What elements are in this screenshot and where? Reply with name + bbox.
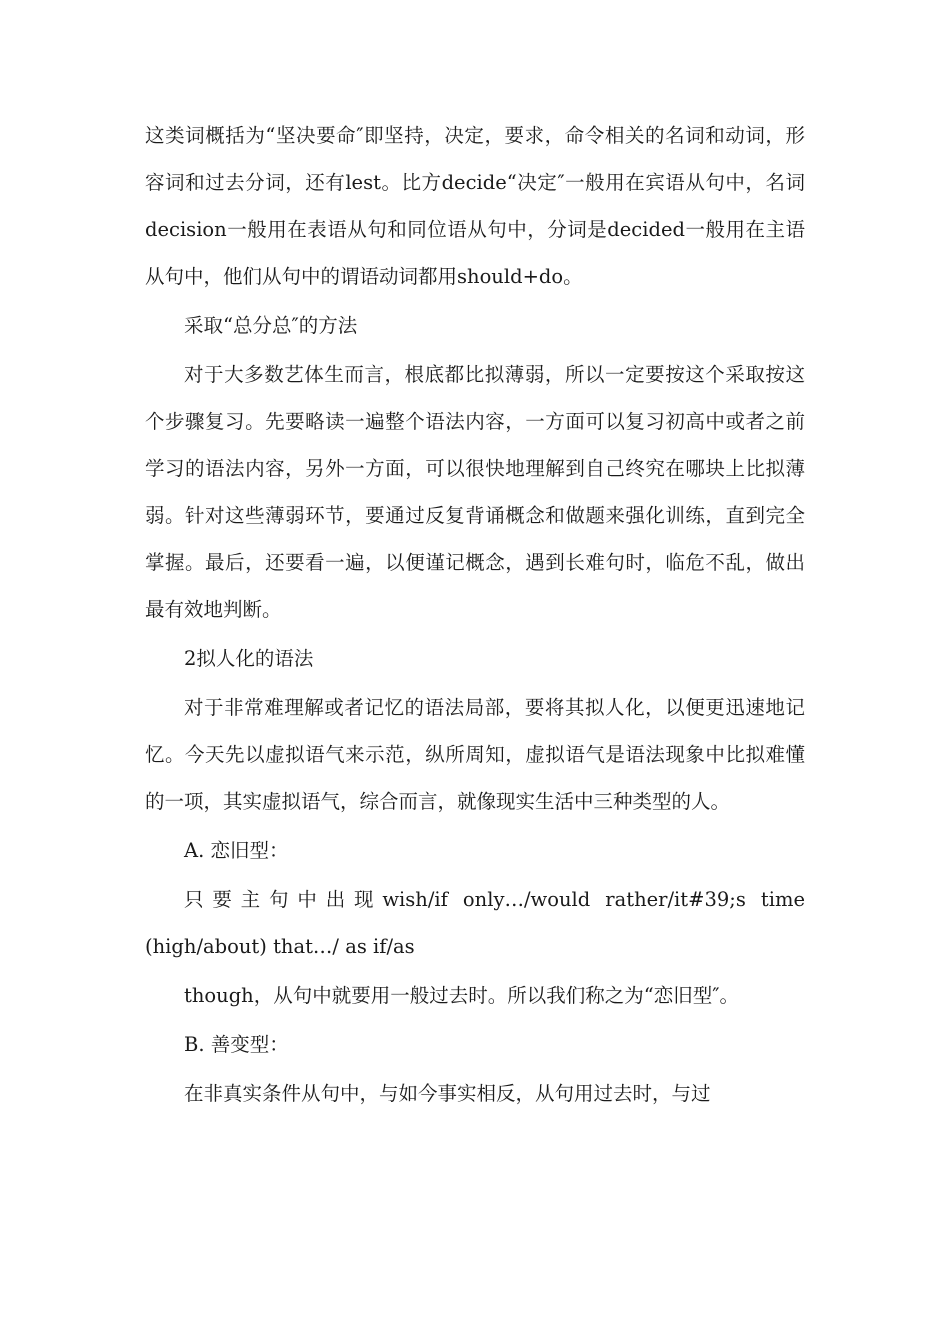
paragraph-4-heading: 2拟人化的语法 (184, 647, 314, 670)
paragraph-7: 只要主句中出现wish/if only…/would rather/it#39;s time (high/about) that…/ as if/as (145, 888, 805, 958)
paragraph-9-heading: B. 善变型： (184, 1033, 289, 1056)
paragraph-8: though，从句中就要用一般过去时。所以我们称之为“恋旧型″。 (184, 984, 739, 1007)
paragraph-1: 这类词概括为“坚决要命″即坚持，决定，要求，命令相关的名词和动词，形容词和过去分词，还有lest。比方decide“决定″一般用在宾语从句中，名词decision一般用在表语从句和同位语从句中，分词是decided一般用在主语从句中，他们从句中的谓语动词都用should+do。 (145, 124, 805, 288)
paragraph-2-heading: 采取“总分总″的方法 (184, 314, 358, 337)
paragraph-6-heading: A. 恋旧型： (184, 839, 289, 862)
paragraph-3: 对于大多数艺体生而言，根底都比拟薄弱，所以一定要按这个采取按这个步骤复习。先要略读一遍整个语法内容，一方面可以复习初高中或者之前学习的语法内容，另外一方面，可以很快地理解到自己终究在哪块上比拟薄弱。针对这些薄弱环节，要通过反复背诵概念和做题来强化训练，直到完全掌握。最后，还要看一遍，以便谨记概念，遇到长难句时，临危不乱，做出最有效地判断。 (145, 363, 805, 621)
paragraph-5: 对于非常难理解或者记忆的语法局部，要将其拟人化，以便更迅速地记忆。今天先以虚拟语气来示范，纵所周知，虚拟语气是语法现象中比拟难懂的一项，其实虚拟语气，综合而言，就像现实生活中三种类型的人。 (145, 696, 805, 813)
document-page (145, 112, 805, 1119)
paragraph-10: 在非真实条件从句中，与如今事实相反，从句用过去时，与过 (184, 1082, 711, 1105)
